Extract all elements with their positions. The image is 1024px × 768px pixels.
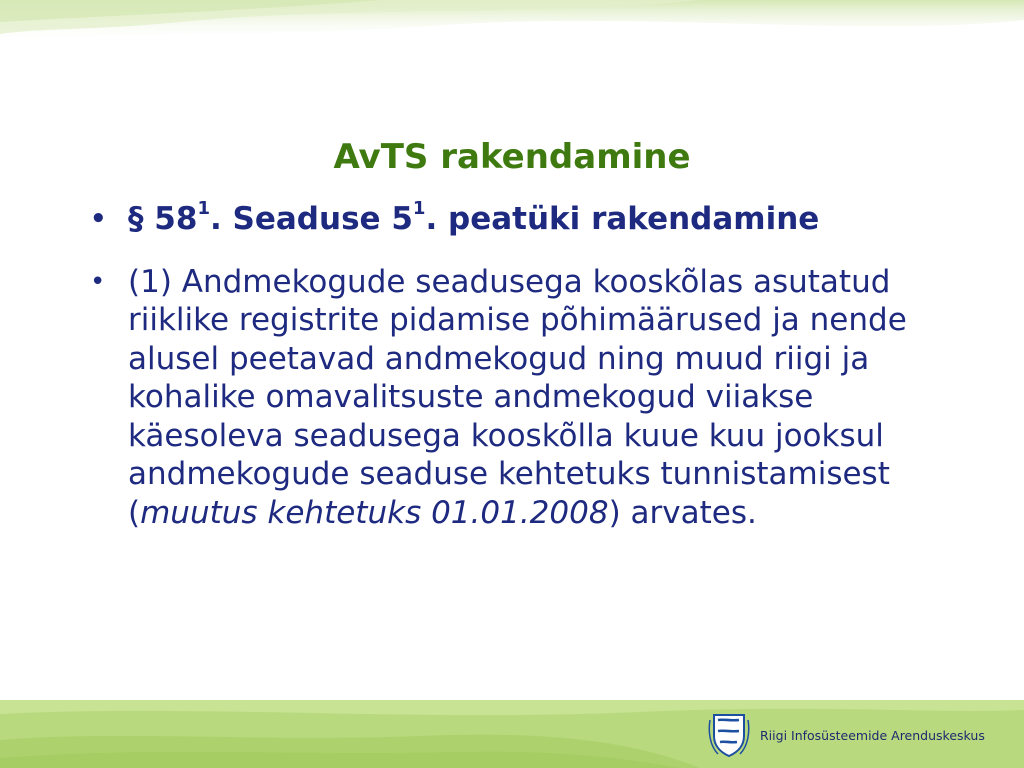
slide-content <box>84 197 964 532</box>
paragraph-end: ) arvates. <box>608 494 757 531</box>
section-prefix: § 58 <box>128 201 198 237</box>
bullet-item-paragraph <box>84 263 964 533</box>
section-suffix: . peatüki rakendamine <box>425 201 820 237</box>
paragraph-text: (1) Andmekogude seadusega kooskõlas asutatud riiklike registrite pidamise põhimäärused ja nende alusel peetavad andmekogud ning muud riigi ja kohalike omavalitsuste andmekogud viiakse käesoleva seadusega kooskõlla kuue kuu jooksul andmekogude seaduse kehtetuks tunnistamisest ( <box>128 263 907 531</box>
chapter-superscript: 1 <box>412 197 426 219</box>
footer-logo <box>708 710 985 760</box>
estonian-coat-of-arms-icon <box>708 712 750 758</box>
top-decoration <box>0 0 1024 70</box>
bullet-item-section <box>84 197 964 239</box>
bullet-dot-icon: • <box>90 204 107 234</box>
paragraph-italic-note: muutus kehtetuks 01.01.2008 <box>140 494 609 531</box>
bullet-dot-icon: • <box>90 266 106 297</box>
slide-title: AvTS rakendamine <box>333 136 691 177</box>
section-superscript: 1 <box>197 197 210 219</box>
organization-name: Riigi Infosüsteemide Arenduskeskus <box>760 727 985 743</box>
section-middle: . Seaduse 5 <box>209 201 413 237</box>
